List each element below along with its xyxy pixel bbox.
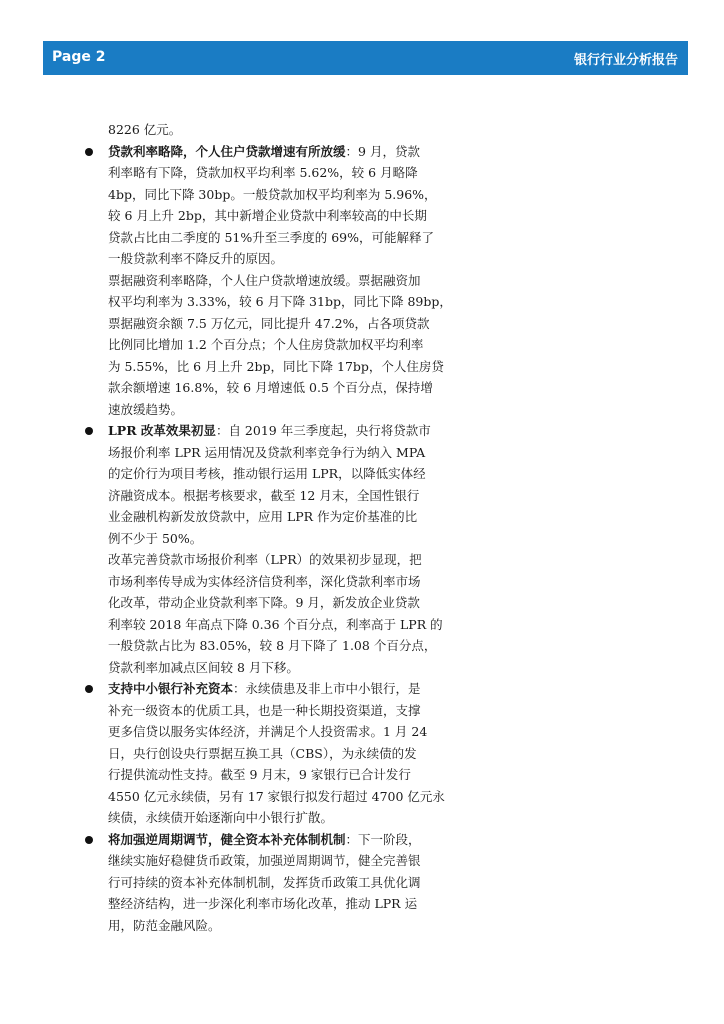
bullet-text-line: 整经济结构，进一步深化利率市场化改革，推动 LPR 运	[108, 896, 418, 911]
bullet-text-line: 继续实施好稳健货币政策，加强逆周期调节，健全完善银	[108, 853, 421, 868]
bullet-text-line: 4bp，同比下降 30bp。一般贷款加权平均利率为 5.96%，	[108, 186, 437, 202]
bullet-text-line: 的定价行为项目考核，推动银行运用 LPR，以降低实体经	[108, 466, 426, 481]
bullet-text: ：9 月，贷款	[345, 143, 420, 159]
report-body	[83, 119, 483, 936]
report-title: 银行行业分析报告	[573, 53, 678, 68]
bullet-text-line: 业金融机构新发放贷款中，应用 LPR 作为定价基准的比	[108, 509, 418, 524]
bullet-text-line: 更多信贷以服务实体经济，并满足个人投资需求。1 月 24	[108, 724, 428, 739]
bullet-text-line: 比例同比增加 1.2 个百分点；个人住房贷款加权平均利率	[108, 337, 424, 352]
bullet-text: ：自 2019 年三季度起，央行将贷款市	[215, 423, 431, 438]
bullet-heading: 贷款利率略降，个人住户贷款增速有所放缓	[108, 143, 346, 159]
bullet-dot-icon	[85, 427, 93, 435]
carry-over-line: 8226 亿元。	[108, 122, 182, 137]
bullet-item	[83, 420, 483, 442]
bullet-text-line: 济融资成本。根据考核要求，截至 12 月末，全国性银行	[108, 487, 420, 503]
bullet-text-line: 化改革，带动企业贷款利率下降。9 月，新发放企业贷款	[108, 595, 420, 610]
bullet-text-line: 改革完善贷款市场报价利率（LPR）的效果初步显现，把	[108, 552, 422, 567]
bullet-text-line: 一般贷款占比为 83.05%，较 8 月下降了 1.08 个百分点，	[108, 638, 437, 653]
bullet-item	[83, 141, 483, 163]
page-header	[43, 41, 688, 75]
bullet-dot-icon	[85, 148, 93, 156]
bullet-item	[83, 678, 483, 700]
bullet-heading: 将加强逆周期调节，健全资本补充体制机制	[108, 831, 346, 847]
bullet-item	[83, 829, 483, 851]
bullet-text-line: 续债，永续债开始逐渐向中小银行扩散。	[108, 810, 334, 825]
bullet-text-line: 较 6 月上升 2bp，其中新增企业贷款中利率较高的中长期	[108, 208, 427, 223]
bullet-list	[83, 141, 483, 937]
bullet-text: ：永续债患及非上市中小银行，是	[233, 681, 421, 696]
bullet-dot-icon	[85, 836, 93, 844]
page-number: Page 2	[52, 49, 106, 65]
bullet-text-line: 用，防范金融风险。	[108, 917, 221, 933]
bullet-text-line: 贷款占比由二季度的 51%升至三季度的 69%，可能解释了	[108, 229, 435, 245]
bullet-text-line: 行提供流动性支持。截至 9 月末，9 家银行已合计发行	[108, 767, 411, 782]
bullet-text-line: 款余额增速 16.8%，较 6 月增速低 0.5 个百分点，保持增	[108, 380, 433, 395]
bullet-text-line: 补充一级资本的优质工具，也是一种长期投资渠道，支撑	[108, 702, 421, 718]
bullet-text-line: 市场利率传导成为实体经济信贷利率，深化贷款利率市场	[108, 573, 421, 589]
bullet-text-line: 一般贷款利率不降反升的原因。	[108, 251, 284, 266]
bullet-text-line: 行可持续的资本补充体制机制，发挥货币政策工具优化调	[108, 874, 421, 890]
bullet-text-line: 利率略有下降，贷款加权平均利率 5.62%，较 6 月略降	[108, 165, 418, 180]
bullet-text-line: 4550 亿元永续债，另有 17 家银行拟发行超过 4700 亿元永	[108, 788, 445, 804]
bullet-text-line: 日，央行创设央行票据互换工具（CBS），为永续债的发	[108, 745, 417, 761]
bullet-dot-icon	[85, 685, 93, 693]
bullet-text-line: 场报价利率 LPR 运用情况及贷款利率竞争行为纳入 MPA	[108, 444, 426, 460]
bullet-text-line: 例不少于 50%。	[108, 530, 203, 546]
bullet-text: ：下一阶段，	[345, 831, 421, 847]
bullet-text-line: 票据融资余额 7.5 万亿元，同比提升 47.2%，占各项贷款	[108, 315, 430, 331]
bullet-heading: 支持中小银行补充资本	[108, 681, 234, 696]
bullet-text-line: 贷款利率加减点区间较 8 月下移。	[108, 659, 299, 675]
bullet-text-line: 权平均利率为 3.33%，较 6 月下降 31bp，同比下降 89bp，	[108, 294, 452, 309]
bullet-heading: LPR 改革效果初显	[108, 423, 216, 438]
bullet-text-line: 利率较 2018 年高点下降 0.36 个百分点，利率高于 LPR 的	[108, 616, 443, 632]
bullet-text-line: 票据融资利率略降，个人住户贷款增速放缓。票据融资加	[108, 272, 421, 288]
bullet-text-line: 速放缓趋势。	[108, 401, 184, 417]
bullet-text-line: 为 5.55%，比 6 月上升 2bp，同比下降 17bp，个人住房贷	[108, 358, 444, 374]
